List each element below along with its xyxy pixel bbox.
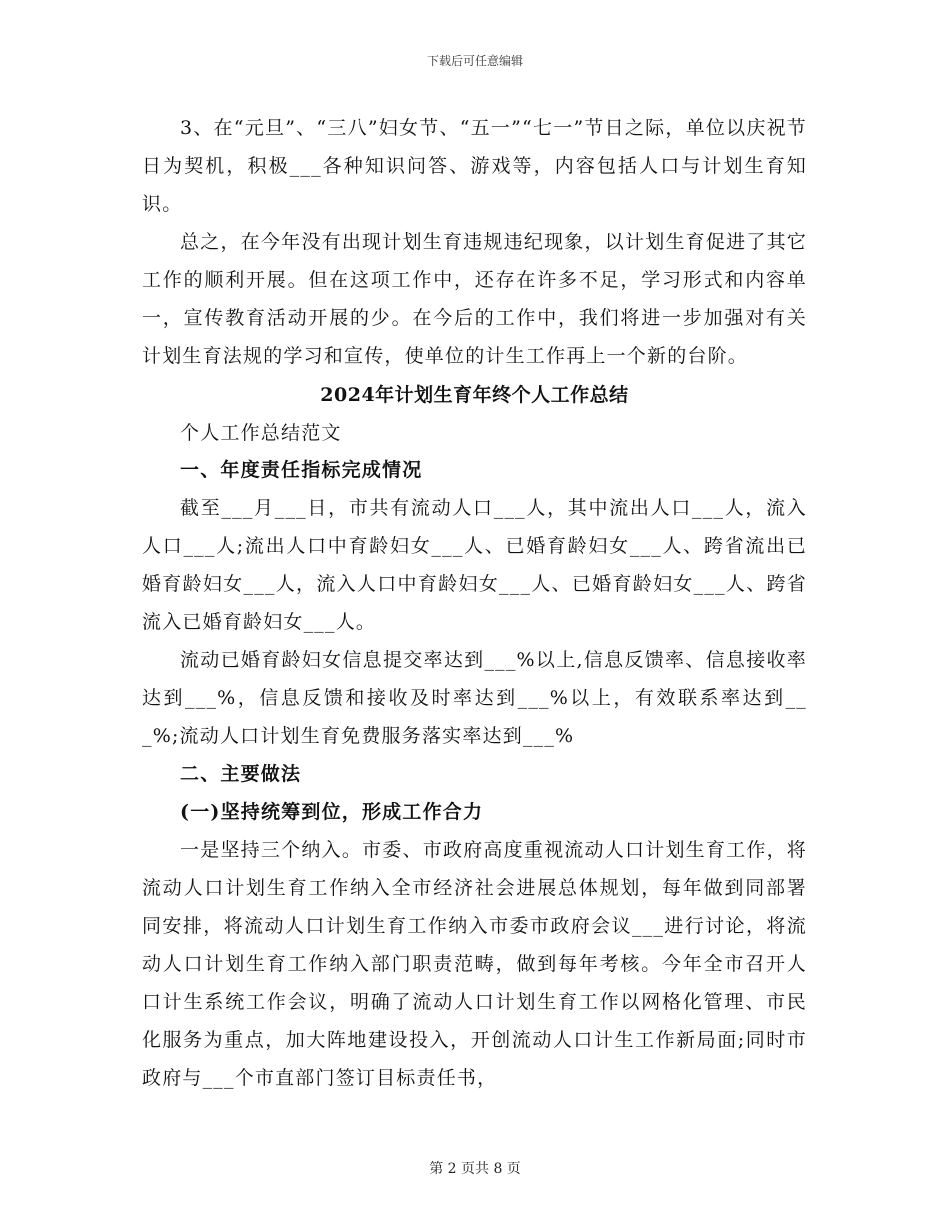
paragraph-three-inclusions: 一是坚持三个纳入。市委、市政府高度重视流动人口计划生育工作，将流动人口计划生育工作纳入全市经济社会进展总体规划，每年做到同部署同安排，将流动人口计划生育工作纳入市委市政府会议___进行讨论，将流动人口计划生育工作纳入部门职责范畴，做到每年考核。今年全市召开人口计生系统工作会议，明确了流动人口计划生育工作以网格化管理、市民化服务为重点，加大阵地建设投入，开创流动人口计生工作新局面;同时市政府与___个市直部门签订目标责任书，: [142, 839, 807, 1089]
paragraph-holiday-activities: 3、在“元旦”、“三八”妇女节、“五一”“七一”节日之际，单位以庆祝节日为契机，积极___各种知识问答、游戏等，内容包括人口与计划生育知识。: [142, 117, 808, 215]
page-header: 下载后可任意编辑: [426, 54, 523, 68]
subsection-heading-coordination: (一)坚持统筹到位，形成工作合力: [180, 801, 484, 823]
paragraph-conclusion: 总之，在今年没有出现计划生育违规违纪现象，以计划生育促进了其它工作的顺利开展。但在这项工作中，还存在许多不足，学习形式和内容单一，宣传教育活动开展的少。在今后的工作中，我们将进一步加强对有关计划生育法规的学习和宣传，使单位的计生工作再上一个新的台阶。: [142, 231, 807, 367]
document-subtitle: 个人工作总结范文: [180, 422, 342, 444]
paragraph-population-stats: 截至___月___日，市共有流动人口___人，其中流出人口___人，流入人口___人;流出人口中育龄妇女___人、已婚育龄妇女___人、跨省流出已婚育龄妇女___人，流入人口中育龄妇女___人、已婚育龄妇女___人、跨省流入已婚育龄妇女___人。: [142, 497, 807, 633]
document-title: 2024年计划生育年终个人工作总结: [320, 384, 629, 406]
section-heading-main-practices: 二、主要做法: [180, 763, 302, 785]
document-body: [142, 109, 807, 1097]
paragraph-rates: 流动已婚育龄妇女信息提交率达到___%以上,信息反馈率、信息接收率达到___%，信息反馈和接收及时率达到___%以上，有效联系率达到___%;流动人口计划生育免费服务落实率达到___%: [142, 649, 807, 747]
section-heading-indicators: 一、年度责任指标完成情况: [180, 459, 423, 481]
page-footer: 第 2 页共 8 页: [429, 1161, 521, 1177]
